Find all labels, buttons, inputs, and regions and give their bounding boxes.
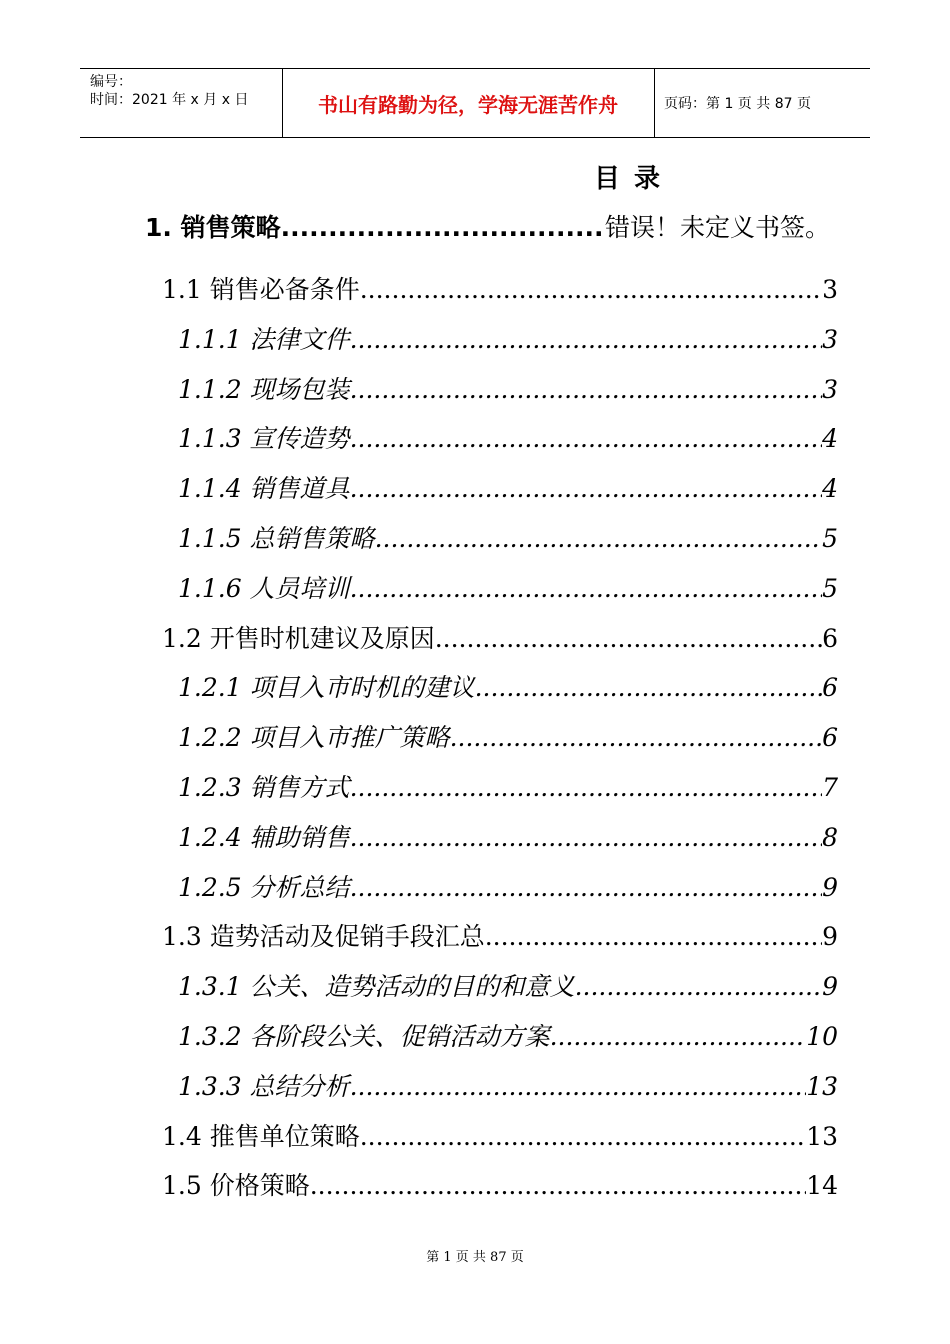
toc-entry-page: 14: [806, 1171, 838, 1201]
toc-entry[interactable]: [178, 569, 838, 605]
toc-entry-label: 1.1.1 法律文件: [178, 324, 350, 354]
toc-entry-page: 3: [822, 275, 838, 304]
toc-entry[interactable]: [162, 619, 838, 655]
toc-entry[interactable]: [178, 818, 838, 854]
toc-entry-label: 1.2.3 销售方式: [178, 773, 350, 802]
toc-entry-label: 1.2.2 项目入市推广策略: [178, 723, 450, 753]
toc-entry[interactable]: [178, 967, 838, 1003]
toc-leader-dots: [350, 1072, 807, 1101]
toc-entry-label: 1.3.1 公关、造势活动的目的和意义: [178, 972, 575, 1002]
toc-leader-dots: [350, 574, 823, 603]
toc-leader-dots: [435, 624, 822, 653]
toc-entry-label: 1.2 开售时机建议及原因: [162, 623, 435, 653]
toc-entry-label: 1.2.5 分析总结: [178, 872, 350, 902]
toc-leader-dots: [350, 474, 823, 503]
toc-chapter-entry[interactable]: [145, 208, 830, 244]
toc-entry[interactable]: [178, 868, 838, 904]
toc-entry[interactable]: [162, 917, 838, 953]
toc-entry-label: 1.1.5 总销售策略: [178, 524, 375, 553]
toc-entry-page: 4: [822, 424, 838, 454]
toc-entry-label: 1.3.3 总结分析: [178, 1071, 350, 1101]
toc-leader-dots: [475, 673, 823, 702]
toc-title: 目录: [593, 164, 674, 194]
toc-entry[interactable]: [178, 370, 838, 406]
toc-entry-label: 1.3 造势活动及促销手段汇总: [162, 922, 485, 952]
toc-entry-page: 9: [822, 922, 838, 952]
toc-entry[interactable]: [178, 419, 838, 455]
toc-entry-page: 7: [822, 773, 838, 802]
toc-leader-dots: [550, 1022, 807, 1051]
toc-entry[interactable]: [178, 320, 838, 356]
toc-leader-dots: [350, 424, 823, 453]
header-motto: 书山有路勤为径，学海无涯苦作舟: [282, 69, 655, 137]
toc-entry-page: 9: [822, 972, 838, 1002]
toc-entry[interactable]: [178, 1067, 838, 1103]
toc-leader-dots: [485, 922, 822, 951]
toc-leader-dots: [360, 1122, 806, 1151]
toc-leader-dots: [450, 723, 823, 752]
toc-entry-label: 1.1.4 销售道具: [178, 474, 350, 504]
toc-entry-label: 1.3.2 各阶段公关、促销活动方案: [178, 1022, 550, 1051]
toc-entry-page: 3: [822, 374, 838, 404]
toc-entry-page: 6: [822, 723, 838, 753]
toc-leader-dots: [575, 972, 823, 1001]
toc-entry-label: 1.1.6 人员培训: [178, 573, 350, 603]
toc-entry[interactable]: [178, 718, 838, 754]
toc-leader-dots: [350, 873, 823, 902]
toc-entry[interactable]: [162, 1117, 838, 1153]
toc-entry-label: 1.5 价格策略: [162, 1171, 310, 1201]
toc-entry-label: 1.1 销售必备条件: [162, 275, 360, 304]
toc-chapter-label: 1. 销售策略: [145, 213, 281, 242]
toc-entry-page: 13: [806, 1121, 838, 1151]
toc-leader-dots: [350, 325, 823, 354]
toc-entry-page: 13: [806, 1071, 838, 1101]
toc-entry-page: 3: [822, 324, 838, 354]
toc-entry-page: 4: [822, 474, 838, 504]
toc-entry[interactable]: [162, 1166, 838, 1202]
toc-entry-label: 1.2.1 项目入市时机的建议: [178, 673, 475, 703]
toc-entry[interactable]: [162, 270, 838, 306]
toc-leader-dots: [310, 1171, 806, 1200]
header-table: [80, 68, 870, 138]
toc-leader-dots: [375, 524, 823, 553]
toc-entry-label: 1.2.4 辅助销售: [178, 822, 350, 852]
toc-entry-page: 6: [822, 623, 838, 653]
toc-entry[interactable]: [178, 469, 838, 505]
toc-leader-dots: [360, 275, 822, 304]
toc-entry-page: 6: [822, 673, 838, 703]
toc-entry-page: 5: [822, 524, 838, 553]
page-footer: 第 1 页 共 87 页: [426, 1250, 524, 1265]
toc-entry[interactable]: [178, 1017, 838, 1053]
toc-entry-label: 1.4 推售单位策略: [162, 1121, 360, 1151]
toc-entry-page: 9: [822, 872, 838, 902]
toc-entry[interactable]: [178, 519, 838, 555]
toc-leader-dots: [350, 823, 823, 852]
toc-leader-dots: [350, 375, 823, 404]
toc-leader-dots: [350, 773, 823, 802]
toc-leader-dots: [281, 213, 605, 242]
toc-entry-label: 1.1.3 宣传造势: [178, 424, 350, 454]
toc-entry[interactable]: [178, 668, 838, 704]
doc-code-label: 编号：: [90, 74, 132, 90]
toc-chapter-page: 错误！未定义书签。: [604, 213, 830, 242]
toc-entry[interactable]: [178, 768, 838, 804]
header-page-info: 页码：第 1 页 共 87 页: [664, 96, 811, 112]
toc-entry-label: 1.1.2 现场包装: [178, 374, 350, 404]
header-meta-cell: [80, 69, 283, 137]
doc-time-label: 时间：2021 年 x 月 x 日: [90, 92, 249, 108]
toc-entry-page: 8: [822, 822, 838, 852]
toc-entry-page: 5: [822, 573, 838, 603]
toc-entry-page: 10: [806, 1022, 838, 1051]
